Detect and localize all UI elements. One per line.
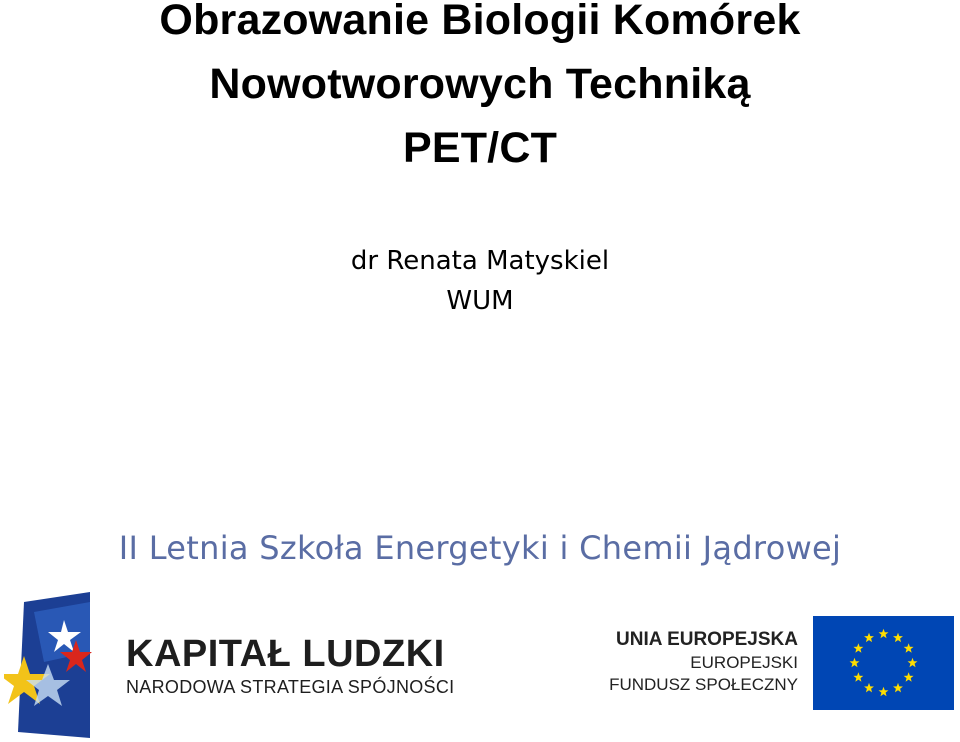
eu-line-1: UNIA EUROPEJSKA [616, 629, 798, 650]
kapital-ludzki-logo [126, 632, 454, 698]
eu-logo-text [609, 628, 798, 696]
author-name: dr Renata Matyskiel [350, 246, 610, 276]
eu-line-3: FUNDUSZ SPOŁECZNY [609, 675, 798, 694]
title-line-1: Obrazowanie Biologii Komórek [159, 0, 801, 44]
institution-name: WUM [446, 286, 514, 316]
event-name: II Letnia Szkoła Energetyki i Chemii Jądrowej [118, 529, 842, 567]
eu-flag-icon [813, 616, 954, 710]
slide-title [0, 0, 960, 180]
title-line-3: PET/CT [402, 124, 558, 172]
author-block [0, 241, 960, 321]
kapital-ludzki-emblem-icon [4, 592, 92, 738]
kapital-ludzki-title: KAPITAŁ LUDZKI [126, 633, 445, 675]
kapital-ludzki-subtitle: NARODOWA STRATEGIA SPÓJNOŚCI [126, 677, 455, 697]
title-line-2: Nowotworowych Techniką [209, 60, 751, 108]
eu-line-2: EUROPEJSKI [690, 653, 798, 672]
